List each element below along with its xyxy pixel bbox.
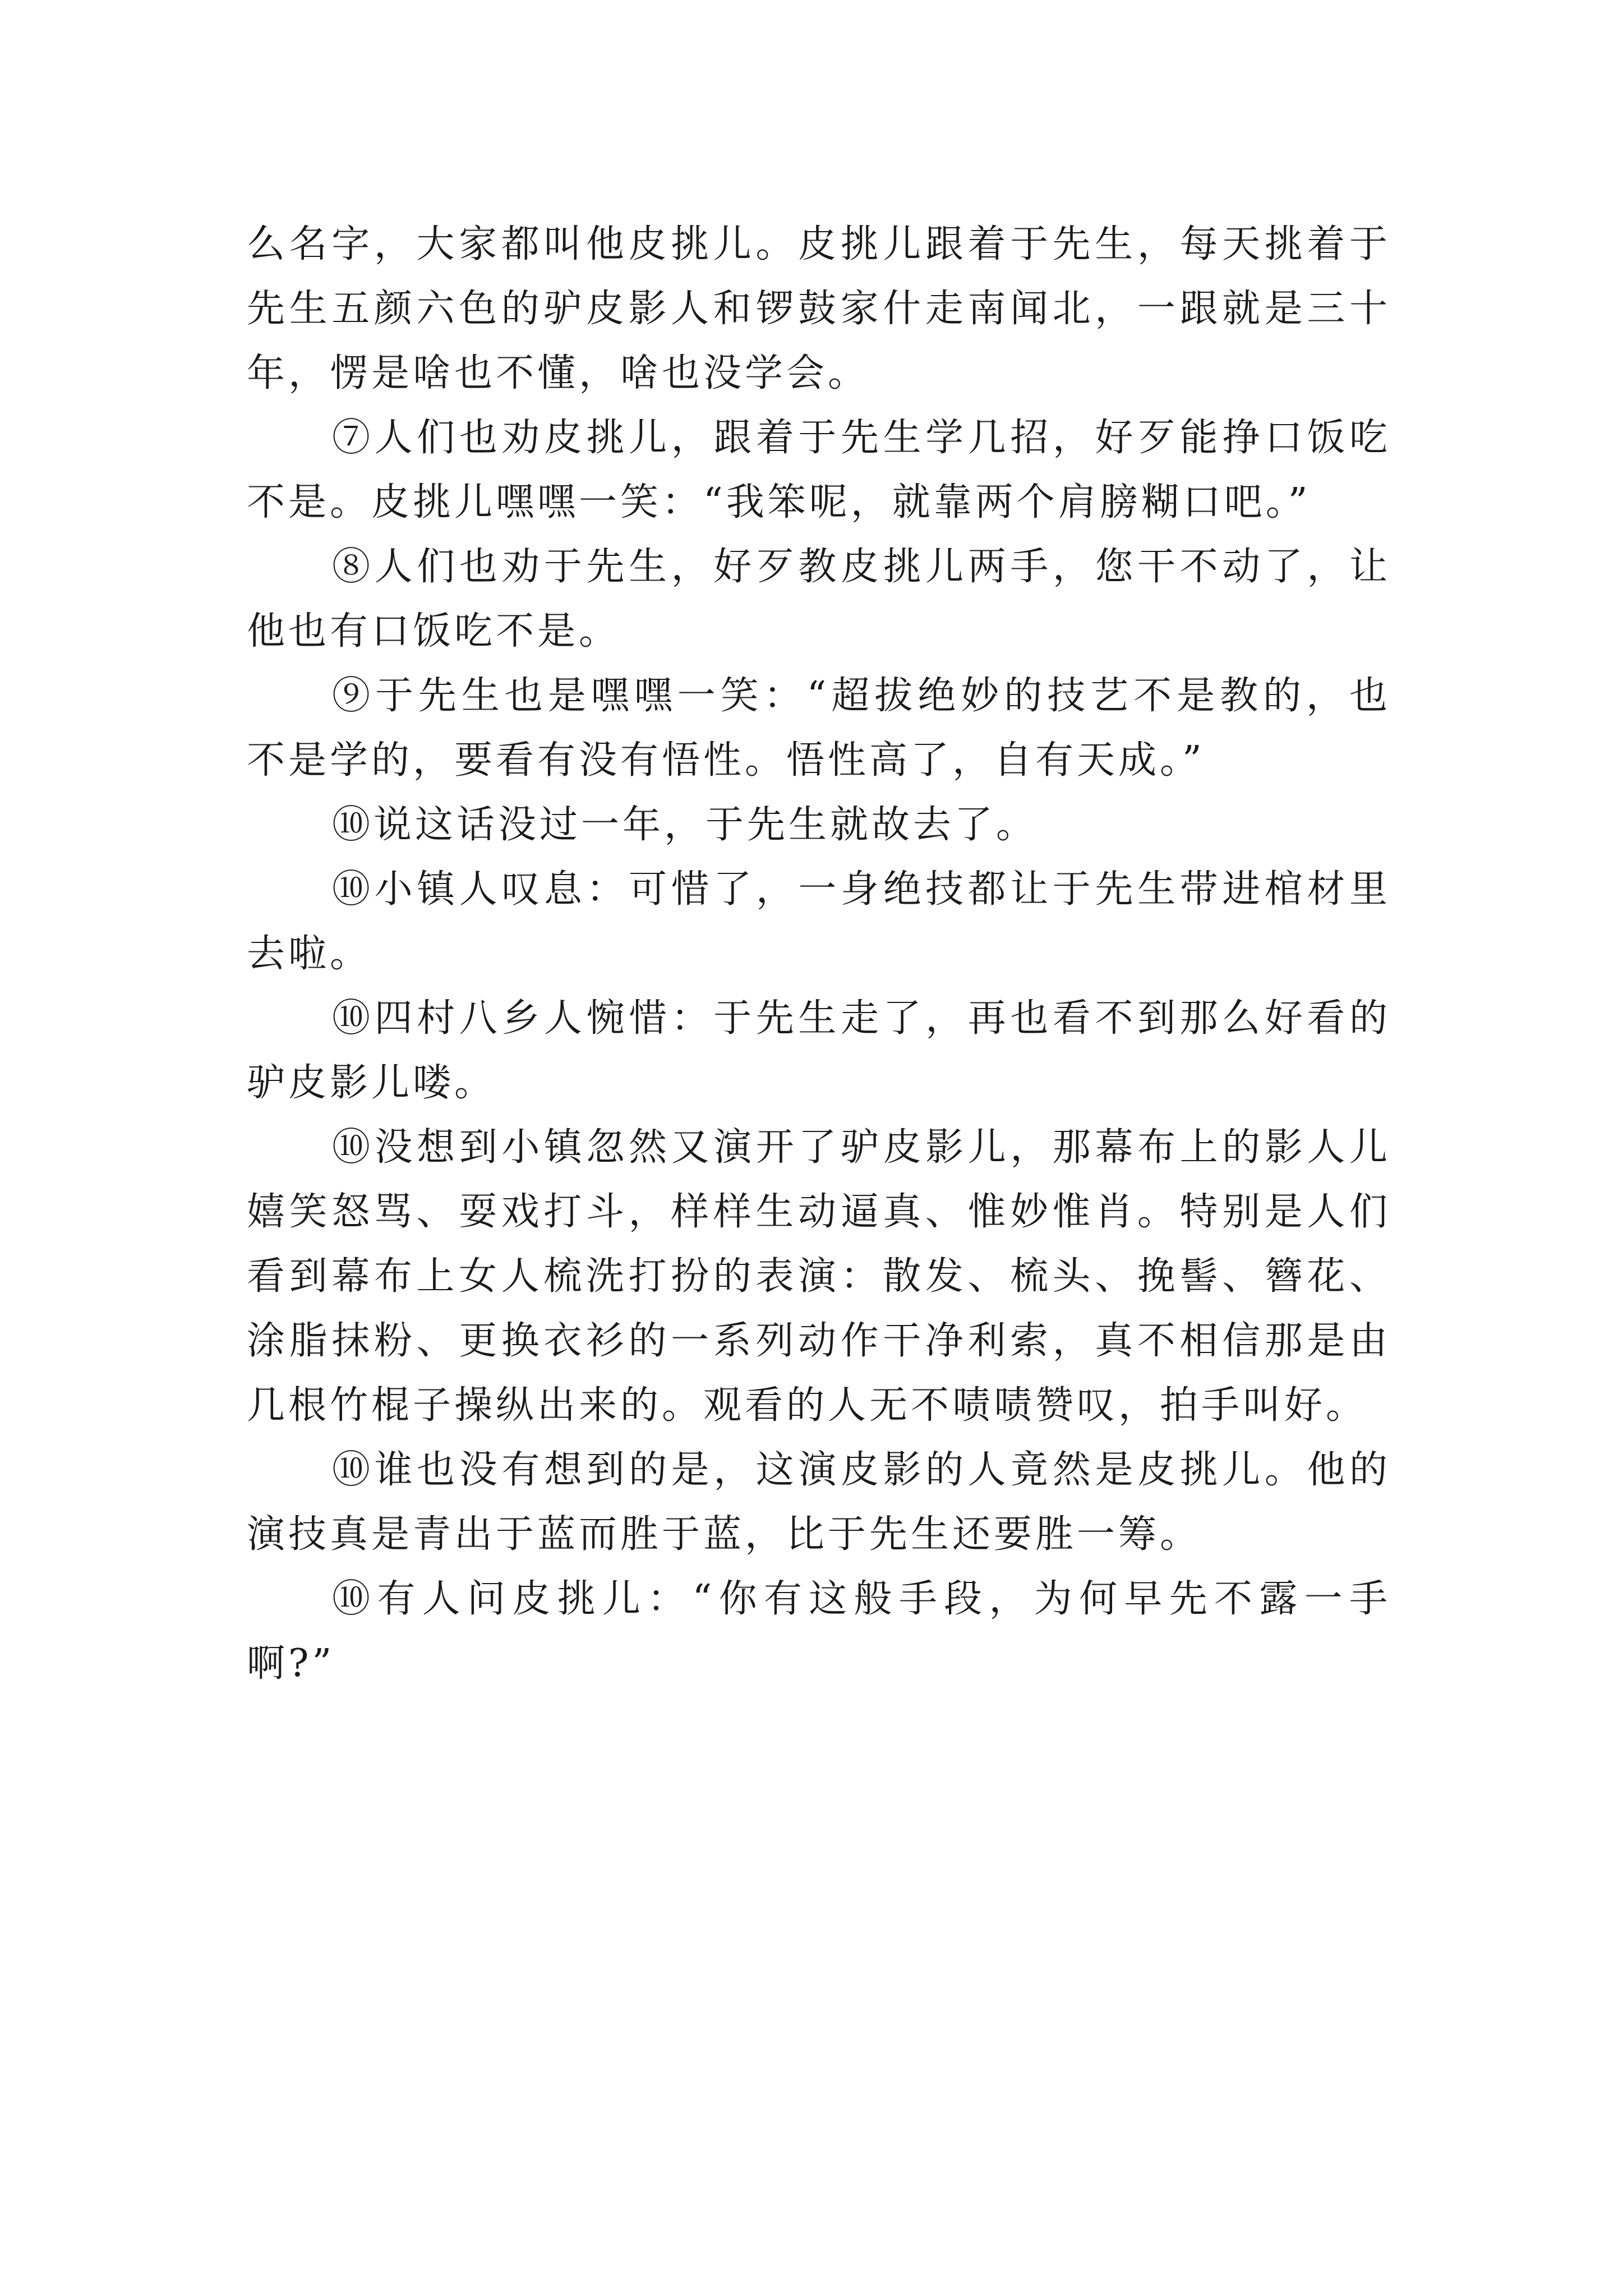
paragraph-14: ⑩谁也没有想到的是，这演皮影的人竟然是皮挑儿。他的演技真是青出于蓝而胜于蓝，比于先生还要胜一筹。: [247, 1448, 1391, 1557]
paragraph-13: ⑩没想到小镇忽然又演开了驴皮影儿，那幕布上的影人儿嬉笑怒骂、耍戏打斗，样样生动逼真、惟妙惟肖。特别是人们看到幕布上女人梳洗打扮的表演：散发、梳头、挽髻、簪花、涂脂抹粉、更换衣衫的一系列动作干净利索，真不相信那是由几根竹棍子操纵出来的。观看的人无不啧啧赞叹，拍手叫好。: [247, 1125, 1391, 1428]
paragraph-9: ⑨于先生也是嘿嘿一笑：“超拔绝妙的技艺不是教的，也不是学的，要看有没有悟性。悟性高了，自有天成。”: [247, 674, 1391, 783]
paragraph-7: ⑦人们也劝皮挑儿，跟着于先生学几招，好歹能挣口饭吃不是。皮挑儿嘿嘿一笑：“我笨呢，就靠两个肩膀糊口吧。”: [247, 416, 1391, 524]
paragraph-12: ⑩四村八乡人惋惜：于先生走了，再也看不到那么好看的驴皮影儿喽。: [247, 996, 1391, 1105]
story-text: [247, 212, 1391, 1696]
paragraph-6-continued: 么名字，大家都叫他皮挑儿。皮挑儿跟着于先生，每天挑着于先生五颜六色的驴皮影人和锣鼓家什走南闻北，一跟就是三十年，愣是啥也不懂，啥也没学会。: [247, 222, 1391, 395]
paragraph-15: ⑩有人问皮挑儿：“你有这般手段，为何早先不露一手啊?”: [247, 1577, 1391, 1686]
paragraph-11: ⑩小镇人叹息：可惜了，一身绝技都让于先生带进棺材里去啦。: [247, 867, 1391, 976]
paragraph-8: ⑧人们也劝于先生，好歹教皮挑儿两手，您干不动了，让他也有口饭吃不是。: [247, 545, 1391, 654]
paragraph-10: ⑩说这话没过一年，于先生就故去了。: [332, 803, 1038, 847]
